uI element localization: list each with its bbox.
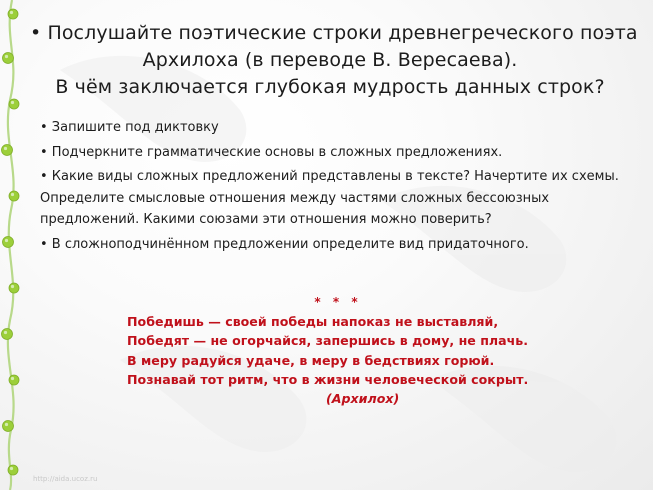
task-item-sentence-types-cont-1: Определите смысловые отношения между частями сложных бессоюзных <box>40 190 550 206</box>
task-item-sentence-types: • Какие виды сложных предложений представлены в тексте? Начертите их схемы. <box>40 169 619 184</box>
task-item-dictation: • Запишите под диктовку <box>40 120 219 135</box>
poem-line-4: Познавай тот ритм, что в жизни человеческой сокрыт. <box>127 371 529 387</box>
decorative-vine <box>0 0 30 490</box>
slide-title <box>30 20 638 101</box>
footer-url: http://aida.ucoz.ru <box>33 475 98 483</box>
poem-line-3: В меру радуйся удаче, в меру в бедствиях горюй. <box>127 352 495 368</box>
poem <box>127 293 547 408</box>
task-item-sentence-types-cont-2: предложений. Какими союзами эти отношения можно поверить? <box>40 212 492 227</box>
task-list <box>40 117 630 255</box>
title-line-2: Архилоха (в переводе В. Вересаева). <box>142 49 518 71</box>
poem-line-1: Победишь — своей победы напоказ не выставляй, <box>127 314 499 330</box>
title-line-1: • Послушайте поэтические строки древнегреческого поэта <box>30 22 638 44</box>
poem-line-2: Победят — не огорчайся, запершись в дому, не плачь. <box>127 333 529 349</box>
task-item-grammar: • Подчеркните грамматические основы в сложных предложениях. <box>40 144 503 160</box>
poem-stars: * * * <box>314 295 362 309</box>
title-line-3: В чём заключается глубокая мудрость данных строк? <box>55 76 605 98</box>
task-item-subordinate: • В сложноподчинённом предложении определите вид придаточного. <box>40 236 529 252</box>
poem-author: (Архилох) <box>326 391 400 407</box>
